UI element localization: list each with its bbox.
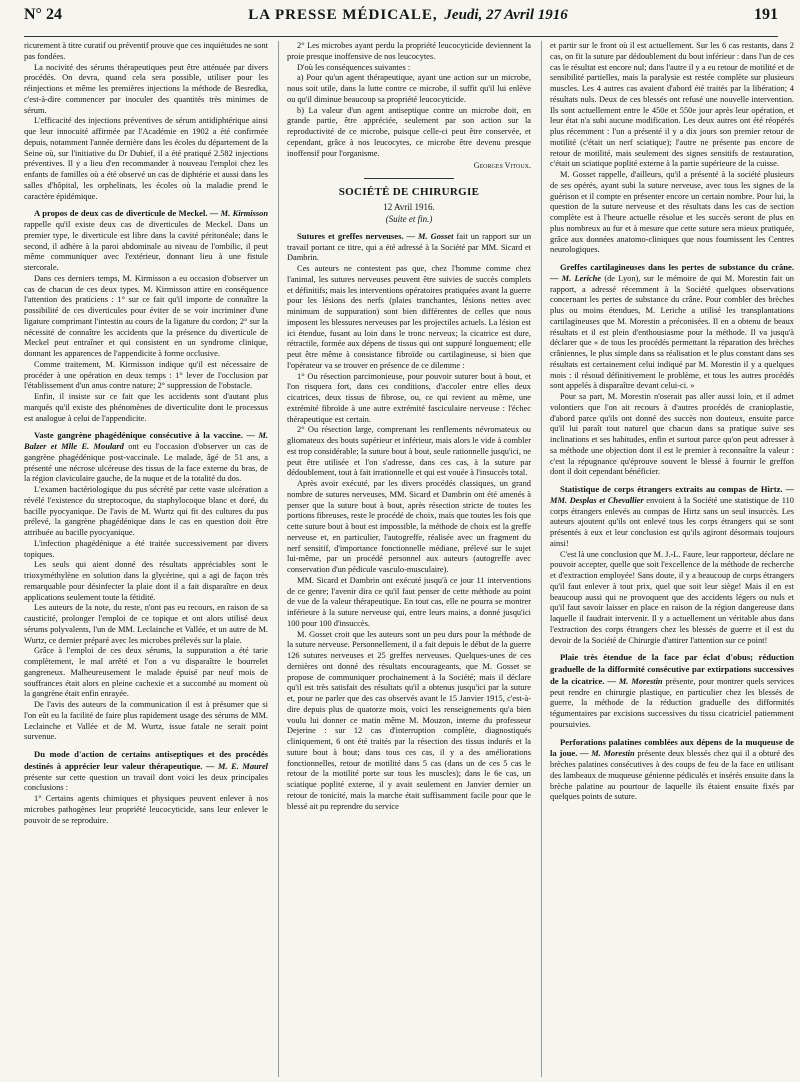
article-text: (de Lyon), sur le mémoire de qui M. Morestin fait un rapport, a adressé récemment à la Société quelques observations concernant les pertes de substance du crâne. Pour combler des brèches plus ou moins étendues, M. Leriche a utilisé les transplantations cartilagineuses que M. Morestin a préconisées. Il en a obtenu de beaux résultats et il est plein d'enthousiasme pour la méthode. Il va jusqu'à déclarer que « de tous les procédés permettant la réparation des brèches crâniennes, le plus simple dans sa réalisation et le plus constant dans ses résultats est certainement celui indiqué par M. Morestin il y a quelques mois : il résoud définitivement le problème, et tous les autres procédés sont appelés à disparaître devant celui-ci. » [550, 273, 794, 391]
article-text: présente, pour montrer quels services peut rendre en chirurgie plastique, en particulier chez les blessés de guerre, la méthode de la réduction graduelle des difformités tégumentaires par excisions successives du tissu cicatriciel patiemment poursuivies. [550, 676, 794, 729]
paragraph: L'examen bactériologique du pus sécrété par cette vaste ulcération a révélé l'existence du streptocoque, du staphylocoque blanc et doré, du bacille pyocyanique. De l'avis de M. Wurtz qui fit des cultures du pus prélevé, la gangrène phagédénique dans le cas en question doit être attribuée au bacille pyocyanique. [24, 485, 268, 537]
paragraph: et partir sur le front où il est actuellement. Sur les 6 cas restants, dans 2 cas, on fit la suture par dédoublement du bout inférieur : dans l'un de ces cas le résultat est encore nul; dans l'autre il y a eu retour de motilité et de sensibilité partielles, mais la paralysie est restée complète sur plusieurs muscles. Les 4 autres cas avaient d'abord été traités par la libération; 4 résultats nuls. Deux de ces blessés ont refusé une nouvelle intervention. Ils sont actuellement entre le 450e et 550e jour après leur opération, et leur état n'a subi aucune modification. Les deux autres ont été réopérés plus récemment : l'un a présenté il y a dix jours son premier retour de motilité (c'était un nerf sciatique); l'autre ne présente pas encore de retour de motilité, mais seulement des signes sensitifs de restauration, c'était un sciatique poplité externe à la partie supérieure de la cuisse. [550, 41, 794, 169]
article-text: présente deux blessés chez qui il a obturé des brèches palatines consécutives à des coups de feu de la face en utilisant des lambeaux de muqueuse génienne pédiculés et insérés ensuite dans la brèche palatine au pourtour de laquelle ils étaient ensuite fixés par quelques points de suture. [550, 749, 794, 802]
article-title: Plaie très étendue de la face par éclat d'obus; réduction graduelle de la difformité consécutive par extirpations successives de la cicatrice. [550, 652, 794, 686]
column-1 [24, 41, 268, 1077]
article-gangrene [24, 430, 268, 485]
paragraph: L'infection phagédénique a été traitée successivement par divers topiques. [24, 538, 268, 559]
masthead [248, 7, 568, 24]
article-text: rappelle qu'il existe deux cas de diverticules de Meckel. Dans un premier type, le diverticule est libre dans la cavité péritonéale; dans le second, il adhère à la paroi abdominale au niveau de l'ombilic, il peut même communiquer avec l'extérieur, donnant lieu à une fistule stercorale. [24, 220, 268, 272]
article-author: — M. Morestin [580, 749, 635, 759]
article-title: Vaste gangrène phagédénique consécutive à la vaccine. [34, 430, 243, 441]
journal-title: LA PRESSE MÉDICALE, [248, 7, 438, 23]
page-number: 191 [753, 6, 778, 23]
issue-date: Jeudi, 27 Avril 1916 [444, 7, 568, 23]
paragraph: Enfin, il insiste sur ce fait que les accidents sont d'autant plus marqués qu'il existe des phénomènes de diverticulite dont le processus est analogue à celui de l'appendicite. [24, 392, 268, 423]
article-meckel [24, 208, 268, 274]
session-date: 12 Avril 1916. [383, 201, 435, 212]
paragraph: Les seuls qui aient donné des résultats appréciables sont le trioxyméthylène en solution dans la glycérine, qui a agi de façon très remarquable pour désinfecter la plaie dont il a fait disparaître en deux applications seulement toute la fétidité. [24, 560, 268, 602]
article-title: Greffes cartilagineuses dans les pertes de substance du crâne. [560, 262, 794, 272]
paragraph: MM. Sicard et Dambrin ont exécuté jusqu'à ce jour 11 interventions de ce genre; l'avenir dira ce qu'il faut penser de cette méthode au point de vue de la valeur thérapeutique. En tout cas, elle ne pourra se montrer inférieure à la suture nerveuse qui, entre leurs mains, a donné jusqu'ici 100 pour 100 d'insuccès. [287, 575, 531, 628]
signature: Georges Vitoux. [473, 161, 531, 171]
article-text: envoient à la Société une statistique de 110 corps étrangers enlevés au compas de Hirtz sans un seul insuccès. Les auteurs ajoutent qu'ils ont enlevé tous les corps étrangers qui se sont présentés à eux et leur conclusion est qu'ils agiront désormais toujours ainsi! [550, 495, 794, 548]
article-author: — M. Leriche [550, 273, 602, 283]
paragraph: Les auteurs de la note, du reste, n'ont pas eu recours, en raison de sa causticité, prolonger l'emploi de ce topique et ont alors utilisé deux sérums polyvalents, l'un de MM. Leclainche et Vallée, et un autre de M. Wurtz, ce dernier préparé avec les microbes prélevés sur la plaie. [24, 603, 268, 645]
divider [364, 178, 454, 179]
article-author: — M. Kirmisson [209, 209, 268, 219]
text-columns [24, 41, 794, 1077]
paragraph: b) La valeur d'un agent antiseptique contre un microbe doit, en grande partie, être appréciée, seulement par son action sur la reproductivité de ce microbe, puisque celle-ci peut être conservée, et cependant, grâce à nos leucocytes, ce microbe être devenu presque inoffensif pour l'organisme. [287, 105, 531, 158]
article-sutures [287, 231, 531, 264]
article-text: fait un rapport sur un travail portant ce titre, qui a été adressé à la Société par MM. Sicard et Dambrin. [287, 231, 531, 263]
paragraph: Comme traitement, M. Kirmisson indique qu'il est nécessaire de procéder à une opération en deux temps : 1° lever de l'occlusion par l'établissement d'un anus contre nature; 2° suppression de l'obstacle. [24, 359, 268, 391]
page-header [24, 6, 778, 37]
section-heading: SOCIÉTÉ DE CHIRURGIE [338, 186, 480, 198]
column-2 [278, 41, 531, 1077]
paragraph: 2° Ou résection large, comprenant les renflements névromateux ou gliomateux des bouts supérieur et inférieur, mais alors le vide à combler est trop considérable; la suture bout à bout, seule rationnelle jusqu'ici, ne peut être utilisée et l'on s'adresse, dans ces cas, à la suture par dédoublement, tout à fait irrationnelle et qui est vouée à l'insuccès total. [287, 425, 531, 478]
paragraph: C'est là une conclusion que M. J.-L. Faure, leur rapporteur, déclare ne pouvoir accepter, quelle que soit l'excellence de la méthode de recherche et d'extraction employée! Sans doute, il y a beaucoup de corps étrangers qu'il faut enlever à tout prix, quel que soit leur siège! Mais il en est beaucoup aussi qui ne provoquent que des accidents légers ou nuls et qu'il faut savoir laisser en place en raison de la région dangereuse dans laquelle il faudrait intervenir. Il y a actuellement un véritable abus dans l'extraction des corps étrangers chez les blessés de guerre et il est du devoir de la Société de Chirurgie d'attirer l'attention sur ce point! [550, 549, 794, 645]
paragraph: Après avoir exécuté, par les divers procédés classiques, un grand nombre de sutures nerveuses, MM. Sicard et Dambrin ont été amenés à penser que la suture bout à bout, après résection stricte de toutes les portions fibreuses, reste le procédé de choix, mais que toutes les fois que cette suture bout à bout est impossible, la méthode de choix est la greffe nerveuse et, en particulier, l'autogreffe, réalisée avec un fragment du nerf sensitif, d'importance fonctionnelle médiane, prélevé sur le sujet lui-même, par un procédé personnel aux auteurs (autogreffe avec conservation d'un pédicule vasculo-musculaire). [287, 479, 531, 574]
article-text: présente sur cette question un travail dont voici les deux principales conclusions : [24, 772, 268, 793]
paragraph: La nocivité des sérums thérapeutiques peut être atténuée par divers procédés. On devra, quand cela sera possible, utiliser pour les réinjections et même les premières injections la méthode de Besredka, c'est-à-dire commencer par inoculer des quantités très minimes de sérum. [24, 62, 268, 115]
article-author: — M. Balzer et Mlle E. Moulard [24, 431, 268, 451]
paragraph: M. Gosset croit que les auteurs sont un peu durs pour la méthode de la suture nerveuse. Personnellement, il a fait depuis le début de la guerre 126 sutures nerveuses et 25 greffes nerveuses. Quelques-unes de ces dernières ont donné des résultats encourageants, que M. Gosset se propose de communiquer prochainement à la Société; mais il déclare qu'il est très satisfait des résultats qu'il a obtenus jusqu'ici par la suture et, pour ne parler que des cas observés avant le 15 Janvier 1915, c'est-à-dire depuis plus de quatorze mois, voici les renseignements qu'a bien voulu lui donner ce matin même M. Mouzon, interne du professeur Dejerine : sur 12 cas d'interruption complète, diagnostiqués cliniquement, 6 ont été traités par la résection des tissus indurés et la suture bout à bout; dans tous ces cas, il y a des améliorations fonctionnelles, retour de motilité dans 5 cas (dans un de ces 5 cas le retour de la motilité porte sur tous les muscles); dans le 6e cas, un sciatique poplité externe, il y avait seulement en Janvier dernier un retour de tonicité, mais la marche était suffisamment facile pour que le blessé ait pu reprendre du service [287, 629, 531, 811]
paragraph: M. Gosset rappelle, d'ailleurs, qu'il a présenté à la société plusieurs de ses opérés, ayant subi la suture nerveuse, avec tous les signes de la guérison et il compte en présenter encore un certain nombre. Pour lui, la question de la suture nerveuse et des résultats dans les cas de section complète est à l'heure actuelle résolue et les succès seront de plus en plus nombreux au fur et à mesure que cette suture sera mieux pratiquée, grâce aux données anatomo-cliniques que nous fournissent les Centres neurologiques. [550, 170, 794, 255]
paragraph: a) Pour qu'un agent thérapeutique, ayant une action sur un microbe, nous soit utile, dans la lutte contre ce microbe, il suffit qu'il lui enlève ou qu'il diminue beaucoup sa propriété leucocyticide. [287, 73, 531, 104]
article-title: Du mode d'action de certains antiseptiques et des procédés destinés à apprécier leur valeur thérapeutique. [24, 749, 268, 771]
article-perforations-palatines [550, 737, 794, 804]
paragraph: ricurement à titre curatif ou préventif prouve que ces inquiétudes ne sont pas fondées. [24, 41, 268, 61]
session-note: (Suite et fin.) [385, 213, 433, 224]
paragraph: Ces auteurs ne contestent pas que, chez l'homme comme chez l'animal, les sutures nerveuses peuvent être suivies de succès complets et définitifs; mais les interventions opératoires pratiquées avant la guerre pour les lésions des nerfs (plaies tranchantes, lésions nettes avec minimum de suppuration) sont bien différentes de celles que nous imposent les blessures nerveuses par les projectiles actuels. La lésion est ici étendue, fusant au loin dans le tronc nerveux; la cicatrice est dure, rétractile, formée aux dépens de tissus qui ont suppuré longuement; elle peut être même à consistance fibroïde ou cartilagineuse, si bien que l'opérateur va se trouver en présence de ce dilemme : [287, 264, 531, 370]
article-author: — M. Gosset [406, 231, 454, 241]
paragraph: Dans ces derniers temps, M. Kirmisson a eu occasion d'observer un cas de chacun de ces deux types. M. Kirmisson attire en conséquence l'attention des praticiens : 1° sur ce fait qu'il importe de connaître la possibilité de ces diverticules pour éviter de se voir incriminer d'une ligature comprimant l'intestin au cours de la ligature du cordon; 2° sur la nécessité de connaître les accidents que la présence du diverticule de Meckel peut entraîner et qui consistent en un syndrome clinique, donnant les apparences de l'appendicite à forme occlusive. [24, 273, 268, 358]
paragraph: D'où les conséquences suivantes : [297, 62, 411, 72]
article-title: Perforations palatines comblées aux dépens de la muqueuse de la joue. [550, 736, 794, 759]
article-author: — M. E. Maurel [206, 761, 268, 771]
article-author: — MM. Desplas et Chevallier [550, 485, 794, 505]
paragraph: 1° Ou résection parcimonieuse, pour pouvoir suturer bout à bout, et l'on risquera fort, dans ces conditions, d'accoler entre elles deux cicatrices, deux tissus de fibrose, ou, ce qui revient au même, une extrémité fibroïde à une autre extrémité fasciculaire nerveuse : l'échec thérapeutique est certain. [287, 371, 531, 424]
article-corps-etrangers [550, 484, 794, 550]
paragraph: Pour sa part, M. Morestin n'oserait pas aller aussi loin, et il admet volontiers que l'on ait recours à d'autres procédés de cranioplastie, d'abord parce qu'ils ont donné des succès non douteux, ensuite parce qu'il lui paraît tout naturel que chacun dans sa pratique suive ses inclinations et ses habitudes, enfin et surtout parce qu'on peut adresser à sa méthode une objection dont il est le premier à reconnaître la valeur : c'est la répugnance qu'éprouve souvent le blessé à fournir le greffon dont il doit cependant bénéficier. [550, 392, 794, 477]
paragraph: 1° Certains agents chimiques et physiques peuvent enlever à nos microbes pathogènes leur propriété leucocyticide, sans leur enlever le pouvoir de se reproduire. [24, 794, 268, 825]
article-author: — M. Morestin [607, 676, 663, 686]
paragraph: Grâce à l'emploi de ces deux sérums, la suppuration a été tarie complètement, le mal arrêté et l'on a vu disparaître le bourrelet gangreneux. Malheureusement le malade épuisé par neuf mois de souffrances était alors en pleine cachexie et a succombé au moment où la gangrène était enfin enrayée. [24, 646, 268, 699]
paragraph: De l'avis des auteurs de la communication il est à présumer que si l'on eût eu la facilité de faire plus rapidement usage des sérums de MM. Leclainche et Vallée et de M. Wurtz, issue fatale ne serait point survenue. [24, 700, 268, 742]
paragraph: L'efficacité des injections préventives de sérum antidiphtérique ainsi que leur innocuité affirmée par l'Académie en 1902 a été confirmée depuis, notamment l'année dernière dans les écoles du département de la Seine où, sur l'initiative du Dr Dubief, il a été pratiqué 2.582 injections préventives. Il y a lieu d'en recommander à nouveau l'emploi chez les enfants de familles où a été observé un cas de diphtérie et aussi dans les salles d'hôpital, les orphelinats, les écoles où la maladie prend le caractère épidémique. [24, 116, 268, 201]
article-antiseptiques [24, 749, 268, 794]
article-title: A propos de deux cas de diverticule de Meckel. [34, 208, 208, 219]
paragraph: 2° Les microbes ayant perdu la propriété leucocyticide deviennent la proie presque inoffensive de nos leucocytes. [287, 41, 531, 61]
article-text: ont eu l'occasion d'observer un cas de gangrène phagédénique post-vaccinale. Le malade, âgé de 51 ans, a présenté une nécrose ulcéreuse des tissus de la face externe du bras, de la région claviculaire gauche, de la nuque et de la totalité du dos. [24, 442, 268, 484]
issue-number: N° 24 [24, 6, 62, 23]
column-3 [541, 41, 794, 1077]
article-title: Sutures et greffes nerveuses. [297, 230, 404, 241]
article-plaie-face [550, 652, 794, 730]
article-title: Statistique de corps étrangers extraits au compas de Hirtz. [560, 484, 783, 494]
article-greffes-cartilagineuses [550, 262, 794, 392]
